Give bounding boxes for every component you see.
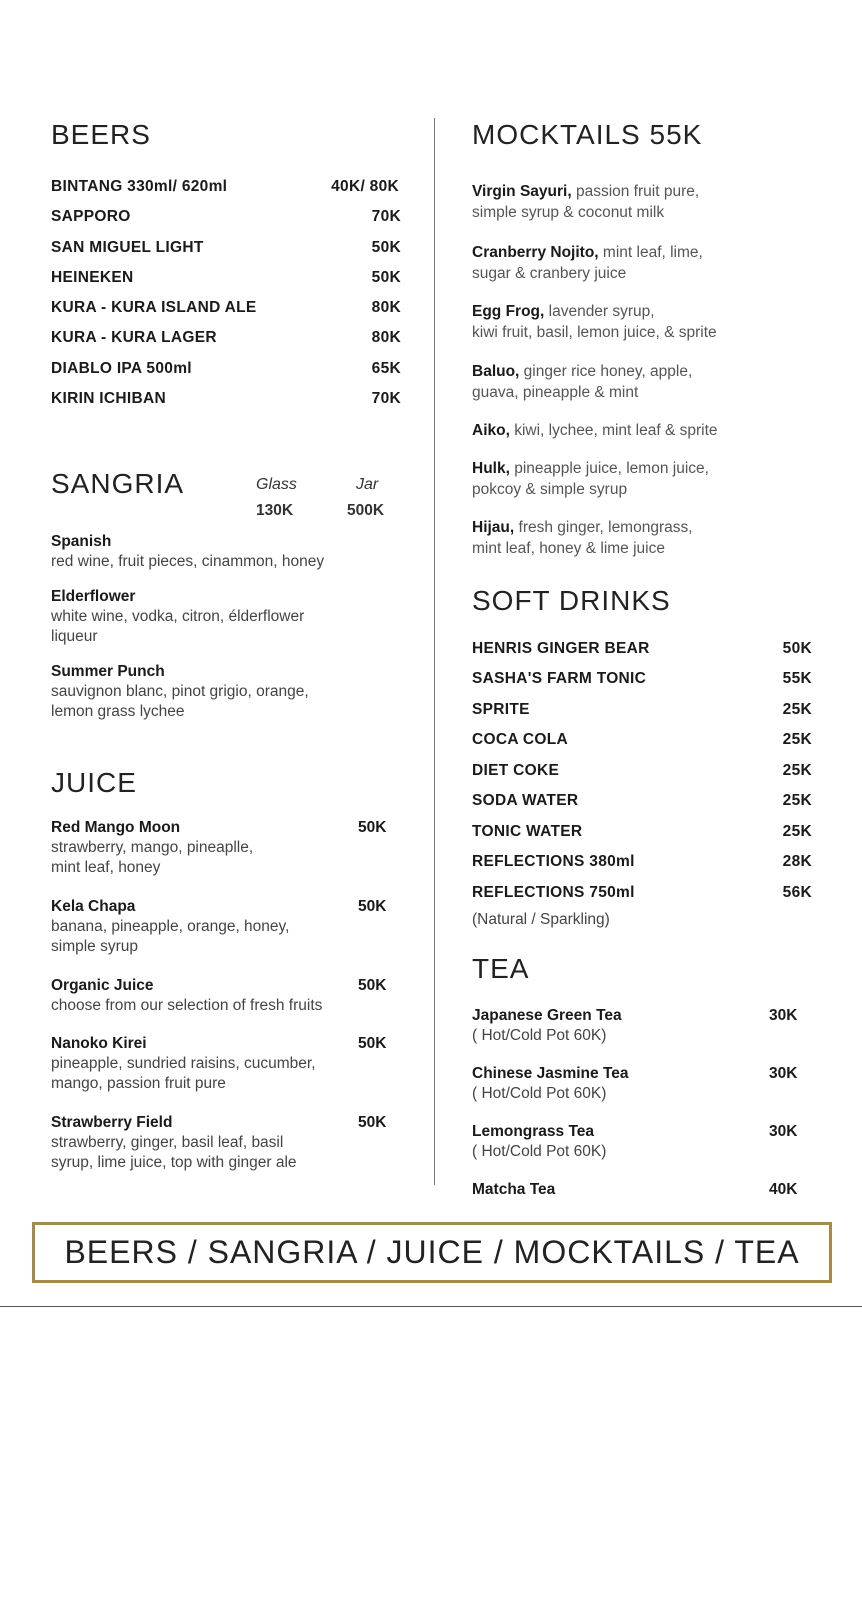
sangria-item xyxy=(51,532,324,572)
sangria-title: SANGRIA xyxy=(51,468,185,499)
mocktail-name: Hijau, xyxy=(472,519,515,536)
mocktail-desc: fresh ginger, lemongrass, xyxy=(514,519,693,536)
bottom-rule xyxy=(0,1306,862,1307)
soft-drink-price: 25K xyxy=(782,823,812,840)
tea-item-name: Lemongrass Tea xyxy=(472,1123,595,1140)
mocktail-name: Hulk, xyxy=(472,460,510,477)
soft-drink-row xyxy=(472,701,812,723)
sangria-item-desc: lemon grass lychee xyxy=(51,703,185,720)
sangria-item-desc: white wine, vodka, citron, élderflower xyxy=(51,608,305,625)
mocktail-item xyxy=(472,361,692,403)
juice-item-desc: strawberry, ginger, basil leaf, basil xyxy=(51,1134,284,1151)
mocktail-item xyxy=(472,301,717,343)
juice-item-price: 50K xyxy=(358,898,387,915)
juice-item-desc: syrup, lime juice, top with ginger ale xyxy=(51,1154,297,1171)
mocktail-desc: guava, pineapple & mint xyxy=(472,384,639,401)
juice-item-desc: simple syrup xyxy=(51,938,138,955)
category-banner: BEERS / SANGRIA / JUICE / MOCKTAILS / TEA xyxy=(32,1222,832,1283)
tea-item-desc: ( Hot/Cold Pot 60K) xyxy=(472,1027,607,1044)
beer-price: 70K xyxy=(371,208,401,225)
soft-drink-row xyxy=(472,640,812,662)
beer-price: 80K xyxy=(371,299,401,316)
sangria-item-name: Elderflower xyxy=(51,588,136,605)
tea-item xyxy=(472,1180,812,1200)
soft-drink-row xyxy=(472,670,812,692)
beers-title: BEERS xyxy=(51,119,151,150)
mocktail-desc: mint leaf, honey & lime juice xyxy=(472,540,665,557)
soft-drink-price: 25K xyxy=(782,731,812,748)
beer-row xyxy=(51,208,401,230)
mocktail-desc: lavender syrup, xyxy=(544,303,655,320)
beer-name: SAPPORO xyxy=(51,208,131,225)
beer-name: DIABLO IPA 500ml xyxy=(51,360,192,377)
juice-item-name: Organic Juice xyxy=(51,977,154,994)
tea-item-price: 30K xyxy=(769,1007,798,1024)
soft-drink-name: SASHA'S FARM TONIC xyxy=(472,670,647,687)
juice-item-name: Kela Chapa xyxy=(51,898,136,915)
soft-drinks-note: (Natural / Sparkling) xyxy=(472,911,610,928)
juice-item-price: 50K xyxy=(358,819,387,836)
mocktail-name: Egg Frog, xyxy=(472,303,545,320)
beer-price: 50K xyxy=(371,269,401,286)
soft-drink-name: REFLECTIONS 380ml xyxy=(472,853,635,870)
soft-drink-name: SPRITE xyxy=(472,701,530,718)
sangria-item-desc: red wine, fruit pieces, cinammon, honey xyxy=(51,553,325,570)
tea-item-desc: ( Hot/Cold Pot 60K) xyxy=(472,1143,607,1160)
juice-item xyxy=(51,897,391,957)
soft-drink-row xyxy=(472,884,812,906)
beer-price: 70K xyxy=(371,390,401,407)
tea-item-price: 30K xyxy=(769,1123,798,1140)
soft-drink-row xyxy=(472,762,812,784)
tea-item xyxy=(472,1006,812,1046)
soft-drink-row xyxy=(472,823,812,845)
mocktail-desc: kiwi fruit, basil, lemon juice, & sprite xyxy=(472,324,717,341)
sangria-item-name: Spanish xyxy=(51,533,112,550)
tea-item-desc: ( Hot/Cold Pot 60K) xyxy=(472,1085,607,1102)
juice-item-name: Red Mango Moon xyxy=(51,819,181,836)
beer-name: KURA - KURA ISLAND ALE xyxy=(51,299,257,316)
mocktail-name: Aiko, xyxy=(472,422,510,439)
beer-row xyxy=(51,390,401,412)
soft-drink-row xyxy=(472,792,812,814)
beer-name: HEINEKEN xyxy=(51,269,134,286)
soft-drink-name: TONIC WATER xyxy=(472,823,583,840)
mocktail-desc: pineapple juice, lemon juice, xyxy=(509,460,709,477)
beer-row xyxy=(51,239,401,261)
sangria-item-name: Summer Punch xyxy=(51,663,165,680)
beer-name: KURA - KURA LAGER xyxy=(51,329,217,346)
juice-item xyxy=(51,818,391,878)
juice-item-desc: mint leaf, honey xyxy=(51,859,161,876)
sangria-glass-price: 130K xyxy=(256,502,294,519)
juice-item-desc: pineapple, sundried raisins, cucumber, xyxy=(51,1055,316,1072)
mocktail-item xyxy=(472,242,703,284)
soft-drinks-title: SOFT DRINKS xyxy=(472,585,671,616)
mocktail-item xyxy=(472,517,693,559)
tea-title: TEA xyxy=(472,953,530,984)
juice-item-price: 50K xyxy=(358,977,387,994)
mocktail-desc: passion fruit pure, xyxy=(571,183,700,200)
tea-item-price: 40K xyxy=(769,1181,798,1198)
soft-drink-name: COCA COLA xyxy=(472,731,568,748)
tea-item-name: Chinese Jasmine Tea xyxy=(472,1065,629,1082)
mocktail-item xyxy=(472,420,718,441)
beer-price: 65K xyxy=(371,360,401,377)
juice-item xyxy=(51,976,391,1016)
juice-item xyxy=(51,1113,391,1173)
sangria-item xyxy=(51,587,304,647)
mocktails-title: MOCKTAILS 55K xyxy=(472,119,703,150)
mocktail-desc: mint leaf, lime, xyxy=(598,244,703,261)
tea-item xyxy=(472,1122,812,1162)
juice-item-desc: mango, passion fruit pure xyxy=(51,1075,226,1092)
beer-row xyxy=(51,329,401,351)
tea-item-name: Matcha Tea xyxy=(472,1181,556,1198)
soft-drink-name: SODA WATER xyxy=(472,792,579,809)
juice-item-price: 50K xyxy=(358,1114,387,1131)
juice-item-price: 50K xyxy=(358,1035,387,1052)
beer-name: KIRIN ICHIBAN xyxy=(51,390,166,407)
soft-drink-name: HENRIS GINGER BEAR xyxy=(472,640,650,657)
mocktail-desc: pokcoy & simple syrup xyxy=(472,481,628,498)
beer-row xyxy=(51,299,401,321)
juice-item xyxy=(51,1034,391,1094)
mocktail-desc: ginger rice honey, apple, xyxy=(519,363,693,380)
mocktail-name: Cranberry Nojito, xyxy=(472,244,599,261)
soft-drink-price: 56K xyxy=(782,884,812,901)
juice-item-desc: choose from our selection of fresh fruits xyxy=(51,997,323,1014)
mocktail-item xyxy=(472,181,699,223)
tea-item-name: Japanese Green Tea xyxy=(472,1007,622,1024)
soft-drink-name: REFLECTIONS 750ml xyxy=(472,884,635,901)
soft-drink-row xyxy=(472,853,812,875)
beer-row xyxy=(51,360,401,382)
beer-name: SAN MIGUEL LIGHT xyxy=(51,239,204,256)
sangria-item-desc: sauvignon blanc, pinot grigio, orange, xyxy=(51,683,309,700)
beer-price: 80K xyxy=(371,329,401,346)
soft-drink-price: 25K xyxy=(782,792,812,809)
juice-item-desc: strawberry, mango, pineaplle, xyxy=(51,839,254,856)
sangria-jar-price: 500K xyxy=(347,502,385,519)
soft-drink-name: DIET COKE xyxy=(472,762,560,779)
beer-price: 40K/ 80K xyxy=(331,178,399,195)
beer-name: BINTANG 330ml/ 620ml xyxy=(51,178,228,195)
sangria-item xyxy=(51,662,309,722)
tea-item-price: 30K xyxy=(769,1065,798,1082)
sangria-jar-label: Jar xyxy=(356,476,379,493)
juice-item-name: Nanoko Kirei xyxy=(51,1035,147,1052)
mocktail-desc: simple syrup & coconut milk xyxy=(472,204,665,221)
soft-drink-price: 50K xyxy=(782,640,812,657)
mocktail-name: Baluo, xyxy=(472,363,520,380)
soft-drink-row xyxy=(472,731,812,753)
tea-item xyxy=(472,1064,812,1104)
soft-drink-price: 25K xyxy=(782,701,812,718)
beer-row xyxy=(51,269,401,291)
juice-item-desc: banana, pineapple, orange, honey, xyxy=(51,918,290,935)
column-divider xyxy=(434,118,435,1185)
soft-drink-price: 25K xyxy=(782,762,812,779)
soft-drink-price: 55K xyxy=(782,670,812,687)
mocktail-desc: kiwi, lychee, mint leaf & sprite xyxy=(509,422,718,439)
juice-item-name: Strawberry Field xyxy=(51,1114,173,1131)
mocktail-desc: sugar & cranbery juice xyxy=(472,265,627,282)
beer-price: 50K xyxy=(371,239,401,256)
mocktail-item xyxy=(472,458,709,500)
soft-drink-price: 28K xyxy=(782,853,812,870)
juice-title: JUICE xyxy=(51,767,137,798)
mocktail-name: Virgin Sayuri, xyxy=(472,183,572,200)
sangria-glass-label: Glass xyxy=(256,476,297,493)
beer-row xyxy=(51,178,399,200)
sangria-item-desc: liqueur xyxy=(51,628,98,645)
